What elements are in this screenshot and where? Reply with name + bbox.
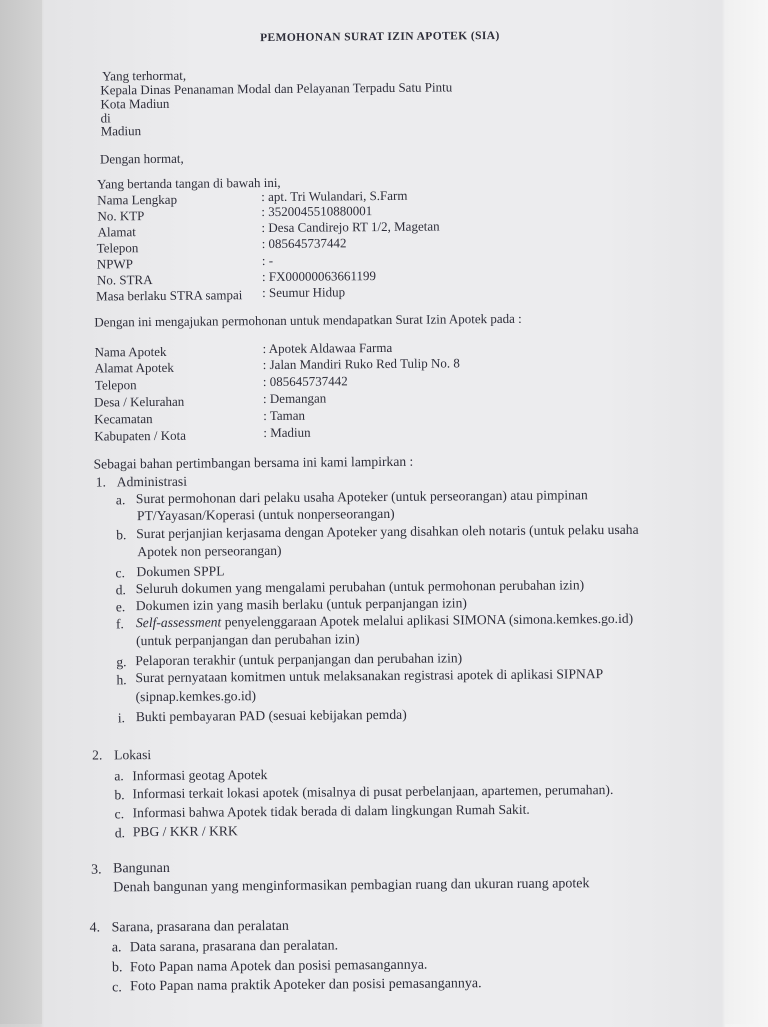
field-label: Nama Apotek xyxy=(94,343,167,360)
field-value: : Madiun xyxy=(263,424,311,441)
item-text: (untuk perpanjangan dan perubahan izin) xyxy=(136,631,360,649)
section-title: Administrasi xyxy=(116,473,188,490)
section-number: 1. xyxy=(95,474,106,490)
item-text: Seluruh dokumen yang mengalami perubahan (untuk permohonan perubahan izin) xyxy=(135,577,585,597)
field-label: Alamat xyxy=(97,224,136,240)
field-label: Nama Lengkap xyxy=(97,191,178,208)
field-value: : - xyxy=(261,252,274,269)
item-text: Data sarana, prasarana dan peralatan. xyxy=(129,938,339,956)
item-letter: d. xyxy=(115,582,126,598)
document-title: PEMOHONAN SURAT IZIN APOTEK (SIA) xyxy=(259,29,500,45)
item-text: Surat pernyataan komitmen untuk melaksanakan registrasi apotek di aplikasi SIPNAP xyxy=(135,666,604,686)
item-text: PBG / KKR / KRK xyxy=(132,823,238,840)
item-letter: a. xyxy=(115,492,126,508)
item-text: Dokumen izin yang masih berlaku (untuk perpanjangan izin) xyxy=(135,595,467,614)
field-label: Telepon xyxy=(94,377,137,393)
recipient-line: Kepala Dinas Penanaman Modal dan Pelayanan Terpadu Satu Pintu xyxy=(100,79,453,98)
section-text: Denah bangunan yang menginformasikan pembagian ruang dan ukuran ruang apotek xyxy=(113,876,590,896)
field-label: Desa / Kelurahan xyxy=(93,393,185,410)
field-value: : Demangan xyxy=(262,390,327,407)
item-letter: h. xyxy=(116,672,127,688)
item-letter: a. xyxy=(111,940,122,956)
field-value: : Desa Candirejo RT 1/2, Magetan xyxy=(261,218,440,236)
item-text xyxy=(136,611,633,631)
field-label: No. KTP xyxy=(97,208,145,224)
recipient-line: Kota Madiun xyxy=(100,95,170,112)
item-letter: f. xyxy=(115,616,124,632)
item-letter: a. xyxy=(114,768,124,784)
field-label: Kabupaten / Kota xyxy=(94,427,187,444)
item-text: Apotek non perseorangan) xyxy=(137,542,282,560)
item-text: Informasi terkait lokasi apotek (misalnya di pusat perbelanjaan, apartemen, perumahan). xyxy=(132,782,614,802)
attachments-intro: Sebagai bahan pertimbangan bersama ini kami lampirkan : xyxy=(93,453,414,472)
field-label: No. STRA xyxy=(96,272,153,288)
item-text: Foto Papan nama Apotek dan posisi pemasangannya. xyxy=(129,957,428,976)
item-letter: i. xyxy=(117,710,126,726)
field-label: Alamat Apotek xyxy=(94,359,174,376)
applicant-intro: Yang bertanda tangan di bawah ini, xyxy=(97,174,281,192)
item-letter: b. xyxy=(111,960,123,976)
item-letter: c. xyxy=(114,806,125,822)
section-title: Lokasi xyxy=(114,747,152,763)
item-letter: e. xyxy=(115,599,126,615)
section-number: 2. xyxy=(92,747,103,763)
item-text: Bukti pembayaran PAD (sesuai kebijakan pemda) xyxy=(135,706,407,725)
section-number: 3. xyxy=(91,862,102,878)
section-number: 4. xyxy=(89,920,101,936)
field-label: Masa berlaku STRA sampai xyxy=(96,287,243,304)
field-value: : 085645737442 xyxy=(261,235,347,252)
item-text: Foto Papan nama praktik Apoteker dan posisi pemasangannya. xyxy=(130,976,482,995)
field-value: : apt. Tri Wulandari, S.Farm xyxy=(261,187,408,205)
field-value: : Taman xyxy=(263,407,306,424)
item-text: Informasi bahwa Apotek tidak berada di dalam lingkungan Rumah Sakit. xyxy=(132,801,530,821)
field-label: NPWP xyxy=(96,256,134,272)
field-value: : 3520045510880001 xyxy=(261,203,373,220)
item-text: Dokumen SPPL xyxy=(136,563,225,580)
field-value: : 085645737442 xyxy=(262,373,348,390)
request-intro: Dengan ini mengajukan permohonan untuk mendapatkan Surat Izin Apotek pada : xyxy=(94,310,522,330)
section-title: Bangunan xyxy=(113,860,170,877)
item-letter: c. xyxy=(115,565,126,581)
recipient-line: di xyxy=(100,110,111,126)
field-value: : Apotek Aldawaa Farma xyxy=(262,339,393,357)
item-letter: b. xyxy=(114,787,125,803)
item-letter: b. xyxy=(116,527,127,543)
item-text: Surat permohonan dari pelaku usaha Apoteker (untuk perseorangan) atau pimpinan xyxy=(135,487,588,507)
field-value: : Seumur Hidup xyxy=(262,284,346,301)
item-letter: d. xyxy=(114,825,126,841)
item-letter: g. xyxy=(116,654,127,670)
item-text: (sipnap.kemkes.go.id) xyxy=(135,688,257,705)
item-text: Informasi geotag Apotek xyxy=(132,767,268,784)
salutation: Dengan hormat, xyxy=(99,150,184,167)
field-label: Kecamatan xyxy=(94,411,153,427)
field-value: : FX00000063661199 xyxy=(261,268,377,285)
italic-term: Self-assessment xyxy=(135,614,222,631)
recipient-line: Madiun xyxy=(100,123,142,139)
field-value: : Jalan Mandiri Ruko Red Tulip No. 8 xyxy=(262,355,460,373)
item-text-rest: penyelenggaraan Apotek melalui aplikasi SIMONA (simona.kemkes.go.id) xyxy=(221,610,634,630)
item-text: Pelaporan terakhir (untuk perpanjangan dan perubahan izin) xyxy=(135,650,463,669)
item-text: PT/Yayasan/Koperasi (untuk nonperseorangan) xyxy=(136,505,395,524)
item-letter: c. xyxy=(112,980,122,996)
section-title: Sarana, prasarana dan peralatan xyxy=(111,918,289,936)
field-label: Telepon xyxy=(96,240,139,256)
recipient-line: Yang terhormat, xyxy=(102,67,187,84)
item-text: Surat perjanjian kerjasama dengan Apoteker yang disahkan oleh notaris (untuk pelaku usaha xyxy=(136,521,639,542)
